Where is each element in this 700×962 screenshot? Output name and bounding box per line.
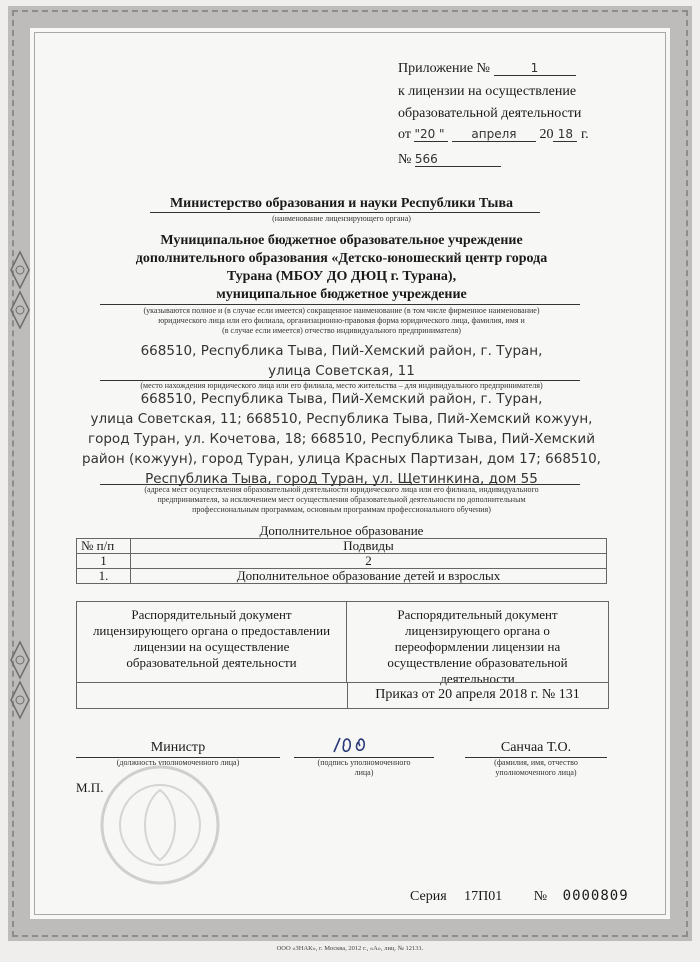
organization-underline [100,304,580,305]
license-number: 566 [415,152,501,167]
stamp-watermark-icon [95,760,225,890]
series-line [410,888,629,905]
organization-line: Турана (МБОУ ДО ДЮЦ г. Турана), [226,269,457,284]
authority-underline [150,212,540,213]
series-number-label: № [533,889,548,904]
appendix-line-license: к лицензии на осуществление [398,84,577,99]
header-line: лицензирующего органа о [405,623,550,638]
header-cell-number: № п/п [77,539,131,554]
table-title-row [77,524,607,539]
appendix-label-line [398,61,576,77]
address-line: улица Советская, 11 [268,363,415,379]
left-border-ornament-icon [9,640,31,720]
header-line: лицензии на осуществление [133,639,290,654]
activity-caption [76,485,607,515]
date-year-prefix: 20 [539,127,554,142]
organization-line: дополнительного образования «Детско-юношеский центр города [135,251,548,266]
signatory-name: Санчаа Т.О. [500,740,572,755]
date-month: апреля [452,127,536,142]
printer-imprint: ООО «ЗНАК», г. Москва, 2012 г., «А», лиц. № 12131. [276,945,424,952]
numbering-cell: 1 [77,554,131,569]
appendix-line-activity: образовательной деятельности [398,106,582,121]
header-line: Распорядительный документ [397,607,558,622]
date-day: "20 " [414,127,448,142]
table-row [77,569,607,584]
education-table [76,524,607,584]
name-caption [465,758,607,778]
appendix-date-line [398,127,589,143]
table-header-row [77,539,607,554]
series-value: 17П01 [464,889,503,904]
header-cell-subtypes: Подвиды [131,539,607,554]
header-line: образовательной деятельности [126,655,297,670]
reissue-order-value: Приказ от 20 апреля 2018 г. № 131 [375,687,580,702]
caption-line: (подпись уполномоченного [317,758,411,767]
license-number-line [398,152,501,168]
header-line: Распорядительный документ [131,607,292,622]
organization-name [76,232,607,304]
header-line: переоформлении лицензии на [394,639,561,654]
location-address [76,341,607,381]
authority-caption: (наименование лицензирующего органа) [272,214,411,223]
series-number: 0000809 [562,888,629,904]
administrative-document-table [76,601,609,709]
numbering-cell: 2 [131,554,607,569]
location-caption: (место нахождения юридического лица или его филиала, место жительства – для индивидуального предпринимателя) [140,381,543,390]
row-number-cell: 1. [77,569,131,584]
caption-line: лица) [354,768,374,777]
education-table-title: Дополнительное образование [77,524,607,539]
table-numbering-row [77,554,607,569]
licensing-authority-name: Министерство образования и науки Республики Тыва [169,196,514,211]
address-line: Республика Тыва, город Туран, ул. Щетинкина, дом 55 [145,471,538,487]
address-line: улица Советская, 11; 668510, Республика Тыва, Пий-Хемский кожуун, [90,411,593,427]
address-line: 668510, Республика Тыва, Пий-Хемский район, г. Туран, [140,343,543,359]
row-subtype-cell: Дополнительное образование детей и взрослых [131,569,607,584]
header-line: деятельности [440,671,515,686]
address-line: 668510, Республика Тыва, Пий-Хемский район, г. Туран, [140,391,543,407]
organization-caption [76,306,607,336]
address-line: район (кожуун), город Туран, улица Красных Партизан, дом 17; 668510, [82,451,601,467]
signature-caption [294,758,434,778]
handwritten-signature-icon [330,734,380,756]
caption-line: (указываются полное и (в случае если имеется) сокращенное наименование (в том числе фирменное наименование) [143,306,540,315]
appendix-label: Приложение № [398,61,490,76]
caption-line: юридического лица или его филиала, организационно-правовая форма юридического лица, фамилия, имя и [158,316,525,325]
organization-line: Муниципальное бюджетное образовательное учреждение [160,233,523,248]
caption-line: (в случае если имеется) отчество индивидуального предпринимателя) [222,326,461,335]
appendix-number: 1 [494,61,576,76]
address-line: город Туран, ул. Кочетова, 18; 668510, Республика Тыва, Пий-Хемский [88,431,595,447]
date-year-label: г. [580,127,589,142]
caption-line: профессиональным программам, основным программам профессионального обучения) [192,505,491,514]
reissue-document-header [347,602,608,686]
header-line: осуществление образовательной [387,655,568,670]
caption-line: (фамилия, имя, отчество [494,758,578,767]
document-value-row [77,682,608,709]
series-label: Серия [410,889,447,904]
left-border-ornament-icon [9,250,31,330]
caption-line: предпринимателя, за исключением мест осуществления образовательной деятельности по дополнительным [157,495,526,504]
grant-document-header [77,602,347,682]
caption-line: уполномоченного лица) [495,768,577,777]
date-year-suffix: 18 [553,127,577,142]
signatory-position: Министр [150,740,206,755]
date-prefix: от [398,127,411,142]
caption-line: (адреса мест осуществления образовательной деятельности юридического лица или его филиала, индивидуального [144,485,539,494]
activity-addresses [76,389,607,489]
license-number-label: № [398,152,412,167]
header-line: лицензирующего органа о предоставлении [92,623,331,638]
position-caption: (должность уполномоченного лица) [116,758,240,767]
organization-line: муниципальное бюджетное учреждение [216,287,467,302]
stamp-placeholder-label: М.П. [76,780,104,795]
